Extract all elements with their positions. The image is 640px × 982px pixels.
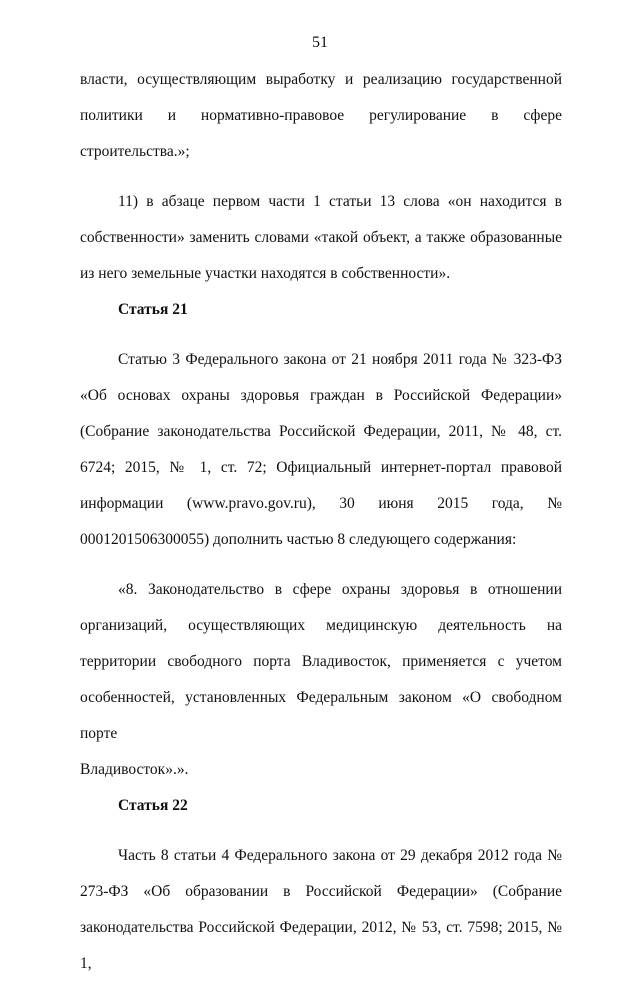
document-body (80, 62, 562, 982)
article-21-heading: Статья 21 (118, 301, 188, 318)
amendment-item-11: 11) в абзаце первом части 1 статьи 13 слова «он находится в собственности» заменить словами «такой объект, а также образованные из него земельные участки находятся в собственности». (80, 193, 562, 282)
continued-paragraph: власти, осуществляющим выработку и реализацию государственной политики и нормативно-правовое регулирование в сфере строительства.»; (80, 71, 562, 160)
article-22-text: Часть 8 статьи 4 Федерального закона от 29 декабря 2012 года № 273-ФЗ «Об образовании в Российской Федерации» (Собрание законодательства Российской Федерации, 2012, № 53, ст. 7598; 2015, № 1, (80, 847, 562, 972)
article-21-quote: «8. Законодательство в сфере охраны здоровья в отношении организаций, осуществляющих медицинскую деятельность на территории свободного порта Владивосток, применяется с учетом особенностей, установленных Федеральным законом «О свободном порте (80, 581, 562, 742)
page-number: 51 (312, 34, 328, 51)
article-22-heading: Статья 22 (118, 797, 188, 814)
article-21-text: Статью 3 Федерального закона от 21 ноября 2011 года № 323-ФЗ «Об основах охраны здоровья граждан в Российской Федерации» (Собрание законодательства Российской Федерации, 2011, № 48, ст. 6724; 2015, № 1, ст. 72; Официальный интернет-портал правовой информации (www.pravo.gov.ru), 30 июня 2015 года, № 0001201506300055) дополнить частью 8 следующего содержания: (80, 351, 562, 548)
article-21-quote-end: Владивосток».». (80, 761, 189, 778)
